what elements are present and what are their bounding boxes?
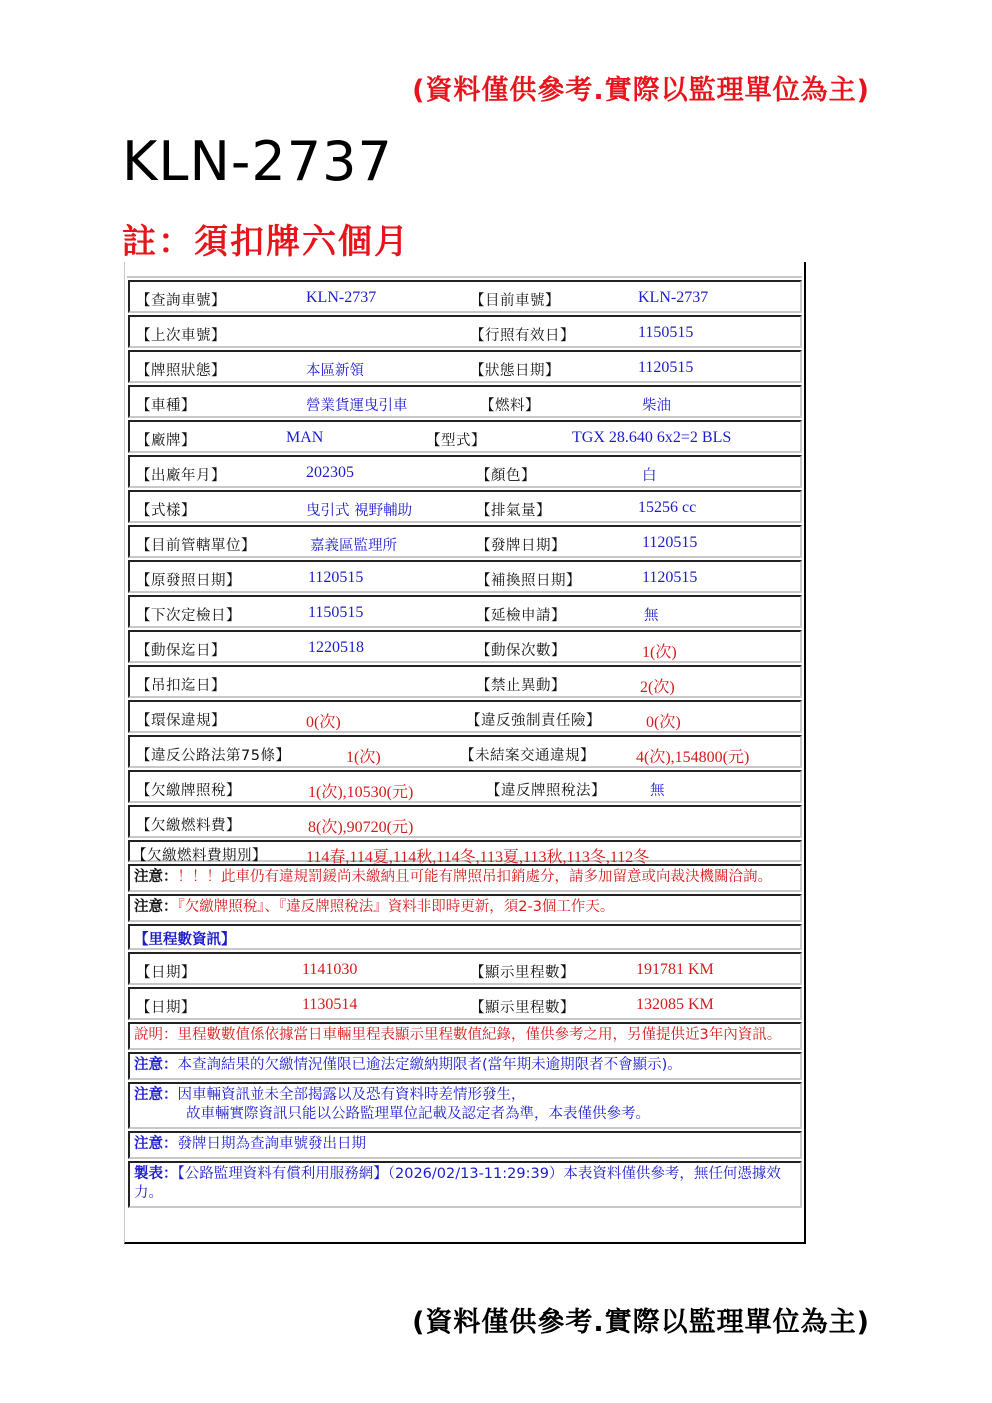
mileage-section-header	[128, 924, 802, 950]
info-row-plate-status	[128, 350, 802, 383]
info-row-jurisdiction	[128, 525, 802, 558]
value-mileage-km: 191781 KM	[636, 961, 714, 978]
value-license-tax-violation: 無	[650, 783, 665, 799]
notice-unpaid-fines-head: 注意：	[134, 869, 178, 885]
notice-tax-update-delay-head: 注意：	[134, 899, 178, 915]
label-brand: 【廠牌】	[136, 433, 196, 449]
mileage-explanation	[128, 1022, 802, 1050]
info-row-style	[128, 490, 802, 523]
notice-tax-update-delay	[128, 894, 802, 922]
mileage-section-title: 【里程數資訊】	[134, 932, 236, 948]
footnote-report-source	[128, 1161, 802, 1208]
label-unpaid-fuel-fee: 【欠繳燃料費】	[136, 818, 241, 834]
mileage-explanation-text: 說明：里程數數值係依據當日車輛里程表顯示里程數值紀錄，僅供參考之用，另僅提供近3年內資訊。	[134, 1027, 782, 1043]
label-plate-status: 【牌照狀態】	[136, 363, 226, 379]
bottom-disclaimer: (資料僅供參考.實際以監理單位為主)	[412, 1307, 870, 1338]
value-next-inspection: 1150515	[308, 604, 364, 621]
sheet-top-strip	[127, 262, 802, 278]
value-transfer-ban: 2(次)	[640, 679, 675, 696]
footnote-data-disclaimer	[128, 1082, 802, 1129]
label-manufacture-date: 【出廠年月】	[136, 468, 226, 484]
mileage-record	[128, 987, 802, 1020]
footnote-issue-date	[128, 1131, 802, 1159]
footnote-data-disclaimer-head: 注意：	[134, 1087, 178, 1103]
mileage-record	[128, 952, 802, 985]
label-query-plate: 【查詢車號】	[136, 293, 226, 309]
value-license-valid-date: 1150515	[638, 324, 694, 341]
label-fuel: 【燃料】	[480, 398, 540, 414]
value-mileage-km: 132085 KM	[636, 996, 714, 1013]
label-original-license-date: 【原發照日期】	[136, 573, 241, 589]
value-vehicle-type: 營業貨運曳引車	[306, 398, 408, 414]
value-fuel-fee-periods: 114春,114夏,114秋,114冬,113夏,113秋,113冬,112冬	[306, 849, 650, 866]
value-insurance-violation: 0(次)	[646, 714, 681, 731]
label-license-valid-date: 【行照有效日】	[470, 328, 575, 344]
footnote-report-source-body: 【公路監理資料有償利用服務網】（2026/02/13-11:29:39）本表資料僅供參考，無任何憑據效力。	[134, 1166, 781, 1201]
notice-unpaid-fines-body: ！！！此車仍有違規罰鍰尚未繳納且可能有牌照吊扣銷處分，請多加留意或向裁決機關洽詢。	[177, 869, 772, 885]
label-color: 【顏色】	[476, 468, 536, 484]
label-vehicle-type: 【車種】	[136, 398, 196, 414]
value-color: 白	[642, 468, 657, 484]
label-unpaid-license-tax: 【欠繳牌照稅】	[136, 783, 241, 799]
info-row-manufacture-date	[128, 455, 802, 488]
info-row-previous-plate	[128, 315, 802, 348]
label-model: 【型式】	[426, 433, 486, 449]
info-row-unpaid-license-tax	[128, 770, 802, 803]
value-manufacture-date: 202305	[306, 464, 354, 481]
info-row-suspension-date	[128, 665, 802, 698]
footnote-arrears-scope	[128, 1052, 802, 1080]
value-lien-date: 1220518	[308, 639, 364, 656]
label-current-plate: 【目前車號】	[470, 293, 560, 309]
info-row-brand	[128, 420, 802, 453]
value-highway-act-violation: 1(次)	[346, 749, 381, 766]
label-next-inspection: 【下次定檢日】	[136, 608, 241, 624]
plate-number-title: KLN-2737	[122, 130, 393, 193]
label-mileage-km: 【顯示里程數】	[470, 965, 575, 981]
value-model: TGX 28.640 6x2=2 BLS	[572, 429, 732, 446]
info-row-next-inspection	[128, 595, 802, 628]
value-jurisdiction: 嘉義區監理所	[310, 538, 397, 554]
value-original-license-date: 1120515	[308, 569, 364, 586]
value-fuel: 柴油	[642, 398, 671, 414]
footnote-data-disclaimer-line2: 故車輛實際資訊只能以公路監理單位記載及認定者為準，本表僅供參考。	[186, 1106, 650, 1122]
info-row-lien-date	[128, 630, 802, 663]
label-reissue-date: 【補換照日期】	[476, 573, 581, 589]
label-lien-count: 【動保次數】	[476, 643, 566, 659]
label-suspension-date: 【吊扣迄日】	[136, 678, 226, 694]
value-mileage-date: 1141030	[302, 961, 358, 978]
footnote-issue-date-head: 注意：	[134, 1136, 178, 1152]
notice-unpaid-fines	[128, 864, 802, 892]
footnote-report-source-head: 製表：	[134, 1166, 178, 1182]
value-query-plate: KLN-2737	[306, 289, 377, 306]
label-lien-date: 【動保迄日】	[136, 643, 226, 659]
label-previous-plate: 【上次車號】	[136, 328, 226, 344]
value-plate-issue-date: 1120515	[642, 534, 698, 551]
info-row-unpaid-fuel-fee	[128, 805, 802, 838]
label-highway-act-violation: 【違反公路法第75條】	[136, 748, 291, 764]
value-unpaid-license-tax: 1(次),10530(元)	[308, 784, 414, 801]
label-license-tax-violation: 【違反牌照稅法】	[486, 783, 606, 799]
info-row-original-license-date	[128, 560, 802, 593]
label-fuel-fee-periods: 【欠繳燃料費期別】	[132, 848, 267, 864]
value-lien-count: 1(次)	[642, 644, 677, 661]
value-unpaid-fuel-fee: 8(次),90720(元)	[308, 819, 414, 836]
label-jurisdiction: 【目前管轄單位】	[136, 538, 256, 554]
value-current-plate: KLN-2737	[638, 289, 709, 306]
footnote-issue-date-body: 發牌日期為查詢車號發出日期	[177, 1136, 366, 1152]
label-plate-issue-date: 【發牌日期】	[476, 538, 566, 554]
value-open-traffic-violations: 4(次),154800(元)	[636, 749, 750, 766]
vehicle-info-sheet	[124, 262, 806, 1244]
footnote-data-disclaimer-line1: 因車輛資訊並未全部揭露以及恐有資料時差情形發生，	[177, 1087, 526, 1103]
info-row-fuel-fee-periods	[128, 840, 802, 866]
value-reissue-date: 1120515	[642, 569, 698, 586]
value-status-date: 1120515	[638, 359, 694, 376]
value-plate-status: 本區新領	[306, 363, 364, 379]
label-displacement: 【排氣量】	[476, 503, 551, 519]
info-row-vehicle-type	[128, 385, 802, 418]
info-row-query-plate	[128, 280, 802, 313]
value-inspection-extension: 無	[644, 608, 659, 624]
value-displacement: 15256 cc	[638, 499, 697, 516]
value-brand: MAN	[286, 429, 324, 446]
notice-tax-update-delay-body: 『欠繳牌照稅』、『違反牌照稅法』資料非即時更新，須2-3個工作天。	[177, 899, 615, 915]
footnote-arrears-scope-body: 本查詢結果的欠繳情況僅限已逾法定繳納期限者(當年期未逾期限者不會顯示)。	[177, 1057, 682, 1073]
label-transfer-ban: 【禁止異動】	[476, 678, 566, 694]
label-mileage-km: 【顯示里程數】	[470, 1000, 575, 1016]
value-mileage-date: 1130514	[302, 996, 358, 1013]
value-environmental-violation: 0(次)	[306, 714, 341, 731]
label-mileage-date: 【日期】	[136, 965, 196, 981]
label-inspection-extension: 【延檢申請】	[476, 608, 566, 624]
value-style: 曳引式 視野輔助	[306, 503, 413, 519]
info-row-highway-act-violation	[128, 735, 802, 768]
footnote-arrears-scope-head: 注意：	[134, 1057, 178, 1073]
info-row-environmental-violation	[128, 700, 802, 733]
label-insurance-violation: 【違反強制責任險】	[466, 713, 601, 729]
label-open-traffic-violations: 【未結案交通違規】	[460, 748, 595, 764]
label-style: 【式樣】	[136, 503, 196, 519]
label-mileage-date: 【日期】	[136, 1000, 196, 1016]
label-environmental-violation: 【環保違規】	[136, 713, 226, 729]
suspension-note: 註：須扣牌六個月	[122, 222, 410, 262]
label-status-date: 【狀態日期】	[470, 363, 560, 379]
top-disclaimer: (資料僅供參考.實際以監理單位為主)	[412, 75, 870, 106]
